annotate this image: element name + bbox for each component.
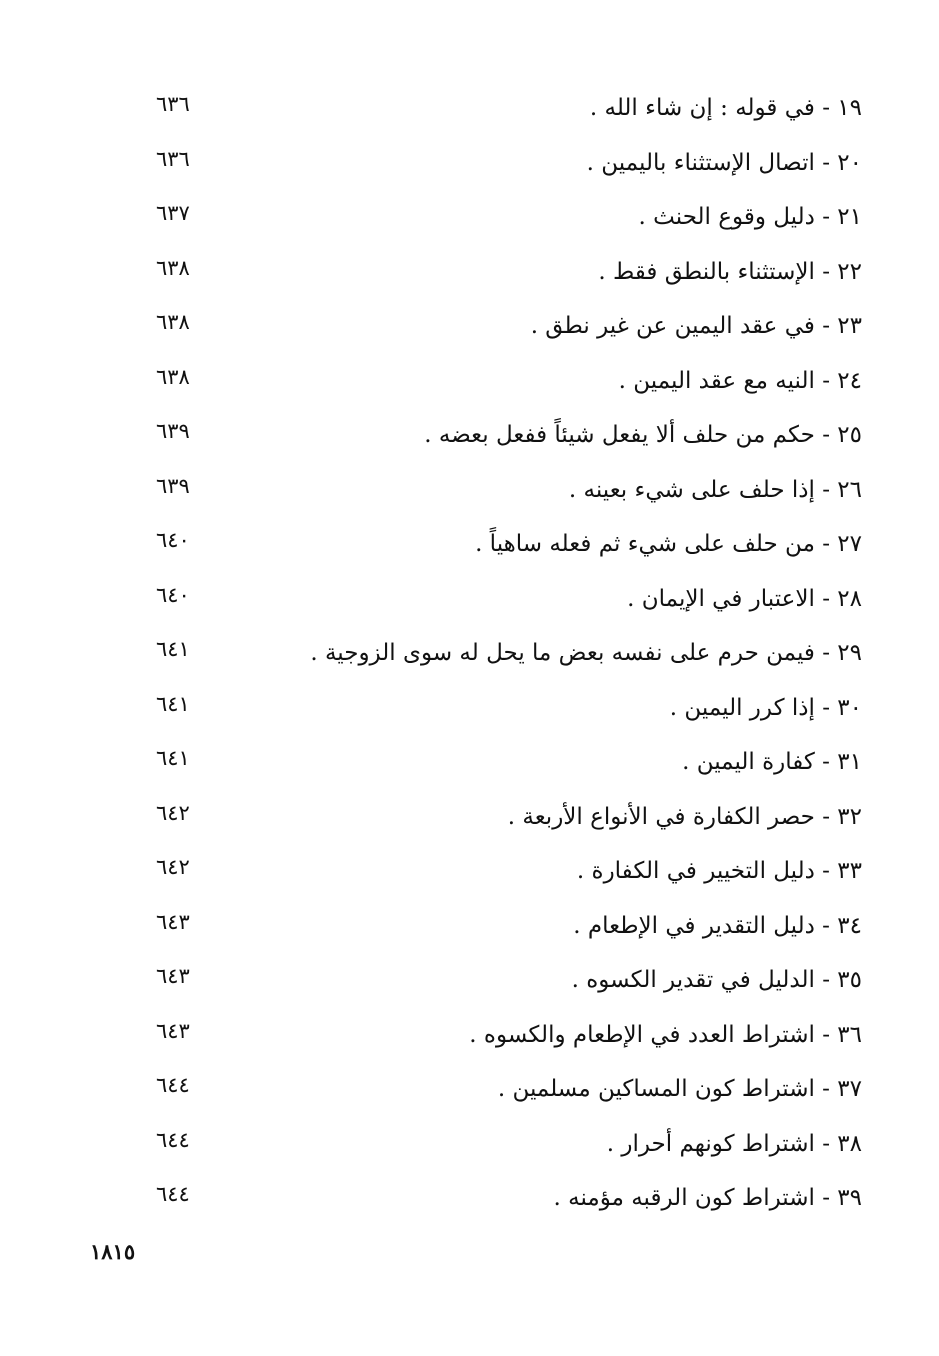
toc-entry-page: ٦٤٣ (156, 909, 190, 934)
toc-entry-title: ٢٤ - النيه مع عقد اليمين . (618, 367, 862, 394)
toc-entry-page: ٦٤٢ (156, 800, 190, 825)
toc-entry-page: ٦٤٤ (156, 1073, 190, 1097)
toc-entry-page: ٦٣٨ (156, 364, 190, 389)
toc-entry-title: ٣٢ - حصر الكفارة في الأنواع الأربعة . (507, 803, 862, 830)
toc-entry-title: ٢٧ - من حلف على شيء ثم فعله ساهياً . (475, 531, 862, 557)
table-of-contents (150, 88, 870, 1233)
toc-entry (150, 742, 870, 797)
toc-entry-page: ٦٣٦ (156, 92, 190, 116)
toc-entry-title: ٣٣ - دليل التخيير في الكفارة . (576, 858, 862, 884)
toc-entry-page: ٦٣٦ (156, 146, 190, 171)
toc-entry (150, 688, 870, 743)
page-number: ١٨١٥ (90, 1239, 136, 1264)
toc-entry (150, 1069, 870, 1124)
toc-entry-title: ٣٠ - إذا كرر اليمين . (669, 694, 862, 721)
toc-entry-page: ٦٤٠ (156, 582, 190, 607)
toc-entry (150, 252, 870, 307)
toc-entry (150, 579, 870, 634)
toc-entry (150, 1015, 870, 1070)
toc-entry (150, 797, 870, 852)
toc-entry-title: ٣١ - كفارة اليمين . (682, 749, 862, 775)
toc-entry-page: ٦٤٤ (156, 1127, 190, 1152)
toc-entry-page: ٦٣٨ (156, 255, 190, 280)
toc-entry-title: ٣٤ - دليل التقدير في الإطعام . (573, 912, 862, 939)
toc-entry-page: ٦٣٨ (156, 310, 190, 334)
toc-entry (150, 906, 870, 961)
toc-entry (150, 470, 870, 525)
toc-entry-page: ٦٤٠ (156, 528, 190, 552)
toc-entry-title: ١٩ - في قوله : إن شاء الله . (589, 95, 862, 121)
toc-entry-title: ٣٩ - اشتراط كون الرقبه مؤمنه . (553, 1185, 862, 1211)
toc-entry-title: ٢٩ - فيمن حرم على نفسه بعض ما يحل له سوى الزوجية . (310, 640, 862, 666)
toc-entry-page: ٦٣٩ (156, 473, 190, 498)
toc-entry-title: ٣٧ - اشتراط كون المساكين مسلمين . (497, 1076, 862, 1102)
toc-entry-title: ٣٥ - الدليل في تقدير الكسوه . (571, 967, 862, 993)
toc-entry-page: ٦٤٣ (156, 1018, 190, 1043)
toc-entry-title: ٢٨ - الاعتبار في الإيمان . (627, 585, 862, 612)
toc-entry-page: ٦٤١ (156, 746, 190, 770)
toc-entry (150, 415, 870, 470)
toc-entry-title: ٢١ - دليل وقوع الحنث . (638, 204, 862, 230)
toc-entry (150, 88, 870, 143)
toc-entry-title: ٣٦ - اشتراط العدد في الإطعام والكسوه . (469, 1021, 862, 1048)
toc-entry (150, 524, 870, 579)
toc-entry (150, 1178, 870, 1233)
toc-entry (150, 197, 870, 252)
toc-entry (150, 361, 870, 416)
toc-entry-title: ٣٨ - اشتراط كونهم أحرار . (606, 1130, 862, 1157)
toc-entry-page: ٦٤٢ (156, 855, 190, 879)
toc-entry-page: ٦٣٧ (156, 201, 190, 225)
toc-entry (150, 633, 870, 688)
toc-entry-page: ٦٤٣ (156, 964, 190, 988)
toc-entry-page: ٦٣٩ (156, 419, 190, 443)
toc-entry-page: ٦٤٤ (156, 1182, 190, 1206)
toc-entry-title: ٢٦ - إذا حلف على شيء بعينه . (568, 476, 862, 503)
toc-entry-title: ٢٠ - اتصال الإستثناء باليمين . (586, 149, 862, 176)
toc-entry-title: ٢٣ - في عقد اليمين عن غير نطق . (530, 313, 862, 339)
toc-entry-title: ٢٢ - الإستثناء بالنطق فقط . (598, 258, 862, 285)
toc-entry-title: ٢٥ - حكم من حلف ألا يفعل شيئاً ففعل بعضه . (424, 422, 862, 448)
toc-entry (150, 143, 870, 198)
toc-entry (150, 1124, 870, 1179)
toc-entry (150, 960, 870, 1015)
toc-entry (150, 851, 870, 906)
toc-entry (150, 306, 870, 361)
toc-entry-page: ٦٤١ (156, 637, 190, 661)
toc-entry-page: ٦٤١ (156, 691, 190, 716)
